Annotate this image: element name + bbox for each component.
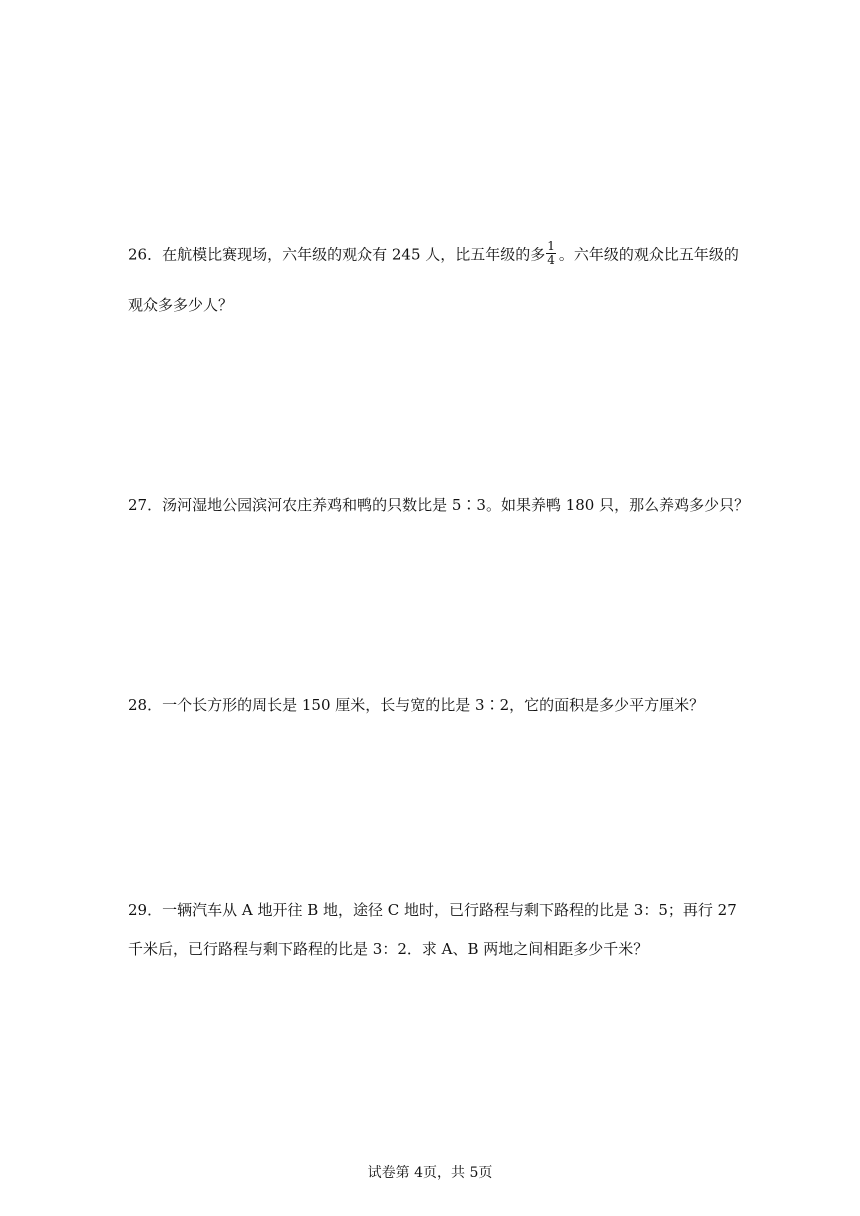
question-text: 在航模比赛现场，六年级的观众有 245 人，比五年级的多 <box>162 245 546 264</box>
question-text: 汤河湿地公园滨河农庄养鸡和鸭的只数比是 5∶3。如果养鸭 180 只，那么养鸡多少只？ <box>162 496 750 514</box>
question-number: 29． <box>128 901 163 919</box>
page-footer: 试卷第 4页，共 5页 <box>367 1165 493 1181</box>
question-27-line <box>128 495 748 515</box>
fraction-numerator: 1 <box>547 239 555 253</box>
question-28-line <box>128 695 748 715</box>
question-number: 26． <box>128 245 163 264</box>
question-29 <box>128 900 748 959</box>
question-26 <box>128 239 748 315</box>
question-29-line-2: 千米后，已行路程与剩下路程的比是 3：2．求 A、B 两地之间相距多少千米？ <box>128 940 649 958</box>
question-number: 27． <box>128 496 163 514</box>
question-27 <box>128 495 748 515</box>
question-26-line-1 <box>128 239 748 269</box>
fraction <box>546 240 556 267</box>
fraction-denominator: 4 <box>547 253 555 267</box>
question-number: 28． <box>128 696 163 714</box>
question-text: 一个长方形的周长是 150 厘米，长与宽的比是 3∶2，它的面积是多少平方厘米？ <box>162 696 705 714</box>
question-26-line-2: 观众多多少人？ <box>128 296 234 314</box>
question-text: 一辆汽车从 A 地开往 B 地，途径 C 地时，已行路程与剩下路程的比是 3：5；再行 27 <box>162 901 737 919</box>
question-28 <box>128 695 748 715</box>
question-29-line-1 <box>128 900 748 920</box>
question-text-continued: 。六年级的观众比五年级的 <box>558 245 739 264</box>
